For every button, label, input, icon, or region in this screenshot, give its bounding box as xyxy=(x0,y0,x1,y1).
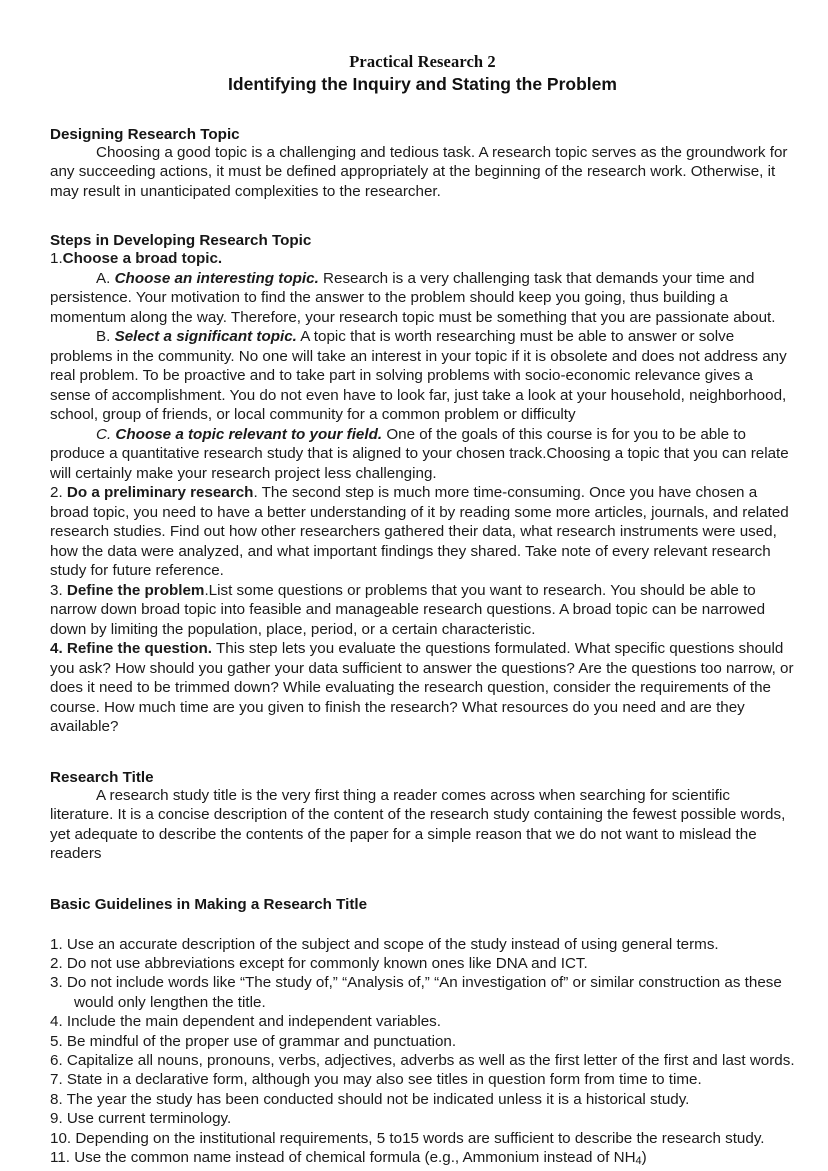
heading-research-title: Research Title xyxy=(50,769,795,786)
step-2-text: . The second step is much more time-consuming. Once you have chosen a broad topic, you need to have a better understanding of it by reading some more articles, journals, and related research studies. Find out how other researchers gathered their data, what research instruments were used, how the data were analyzed, and what important findings they shared. Take note of every relevant research study for future reference. xyxy=(50,484,789,579)
substep-a-letter: A. xyxy=(96,270,110,287)
paragraph-designing-research-topic: Choosing a good topic is a challenging and tedious task. A research topic serves as the groundwork for any succeeding actions, it must be defined appropriately at the beginning of the research work. Otherwise, it may result in unanticipated complexities to the researcher. xyxy=(50,143,795,202)
substep-item-c xyxy=(50,425,795,484)
substep-c-label: Choose a topic relevant to your field. xyxy=(115,426,382,443)
document-title: Practical Research 2 xyxy=(50,52,795,73)
substep-c-text: One of the goals of this course is for you to be able to produce a quantitative research study that is aligned to your chosen track.Choosing a topic that you can relate will certainly make your research project less challenging. xyxy=(50,426,789,482)
step-2-label: Do a preliminary research xyxy=(67,484,254,501)
substep-item-b xyxy=(50,327,795,425)
chemical-subscript: 4 xyxy=(636,1155,642,1167)
list-item: 2. Do not use abbreviations except for commonly known ones like DNA and ICT. xyxy=(50,954,795,973)
document-title-block xyxy=(50,0,795,96)
document-subtitle: Identifying the Inquiry and Stating the Problem xyxy=(50,74,795,96)
substep-b-letter: B. xyxy=(96,328,110,345)
list-item: 3. Do not include words like “The study of,” “Analysis of,” “An investigation of” or similar construction as these would only lengthen the title. xyxy=(50,973,795,1012)
substep-a-label: Choose an interesting topic. xyxy=(115,270,319,287)
heading-basic-guidelines: Basic Guidelines in Making a Research Title xyxy=(50,896,795,913)
list-item: 10. Depending on the institutional requirements, 5 to15 words are sufficient to describe the research study. xyxy=(50,1129,795,1148)
list-item: 6. Capitalize all nouns, pronouns, verbs, adjectives, adverbs as well as the first letter of the first and last words. xyxy=(50,1051,795,1070)
step-4-label: 4. Refine the question. xyxy=(50,640,212,657)
step-item-3 xyxy=(50,581,795,640)
list-item-11-suffix: ) xyxy=(642,1149,647,1166)
substep-b-text: A topic that is worth researching must be able to answer or solve problems in the community. No one will take an interest in your topic if it is obsolete and does not address any real problem. To be proactive and to take part in solving problems with socio-economic relevance gives a sense of accomplishment. You do not even have to look far, just take a look at your household, neighborhood, school, group of friends, or local community for a common problem or difficulty xyxy=(50,328,787,423)
step-1-number: 1. xyxy=(50,250,63,267)
substep-c-letter: C. xyxy=(96,426,111,443)
step-item-4 xyxy=(50,639,795,737)
heading-designing-research-topic: Designing Research Topic xyxy=(50,126,795,143)
substep-b-label: Select a significant topic. xyxy=(115,328,297,345)
list-item: 1. Use an accurate description of the subject and scope of the study instead of using general terms. xyxy=(50,935,795,954)
list-item: 8. The year the study has been conducted should not be indicated unless it is a historical study. xyxy=(50,1090,795,1109)
list-item: 9. Use current terminology. xyxy=(50,1109,795,1128)
list-item: 7. State in a declarative form, although you may also see titles in question form from time to time. xyxy=(50,1070,795,1089)
substep-a-text: Research is a very challenging task that demands your time and persistence. Your motivation to find the answer to the problem should keep you going, thus building a momentum along the way. Therefore, your research topic must be something that you are passionate about. xyxy=(50,270,775,326)
step-item-1 xyxy=(50,249,795,269)
list-item: 5. Be mindful of the proper use of grammar and punctuation. xyxy=(50,1032,795,1051)
list-item-11-prefix: 11. Use the common name instead of chemical formula (e.g., Ammonium instead of NH xyxy=(50,1149,636,1166)
step-1-label: Choose a broad topic. xyxy=(63,250,222,267)
basic-guidelines-list xyxy=(50,935,795,1171)
list-item-chemical-formula xyxy=(50,1148,795,1171)
paragraph-research-title: A research study title is the very first thing a reader comes across when searching for scientific literature. It is a concise description of the content of the research study containing the fewest possible words, yet adequate to describe the contents of the paper for a simple reason that we do not want to mislead the readers xyxy=(50,786,795,864)
substep-item-a xyxy=(50,269,795,328)
step-item-2 xyxy=(50,483,795,581)
step-4-text: This step lets you evaluate the questions formulated. What specific questions should you ask? How should you gather your data sufficient to answer the questions? Are the questions too narrow, or does it need to be trimmed down? While evaluating the research question, consider the requirements of the course. How much time are you given to finish the research? What resources do you need and are they available? xyxy=(50,640,794,735)
step-3-label: Define the problem xyxy=(67,582,205,599)
list-item: 4. Include the main dependent and independent variables. xyxy=(50,1012,795,1031)
step-2-number: 2. xyxy=(50,484,67,501)
step-3-text: .List some questions or problems that you want to research. You should be able to narrow down broad topic into feasible and manageable research questions. A broad topic can be narrowed down by limiting the population, place, period, or a certain characteristic. xyxy=(50,582,765,638)
heading-steps-in-developing-research-topic: Steps in Developing Research Topic xyxy=(50,232,795,249)
step-3-number: 3. xyxy=(50,582,67,599)
